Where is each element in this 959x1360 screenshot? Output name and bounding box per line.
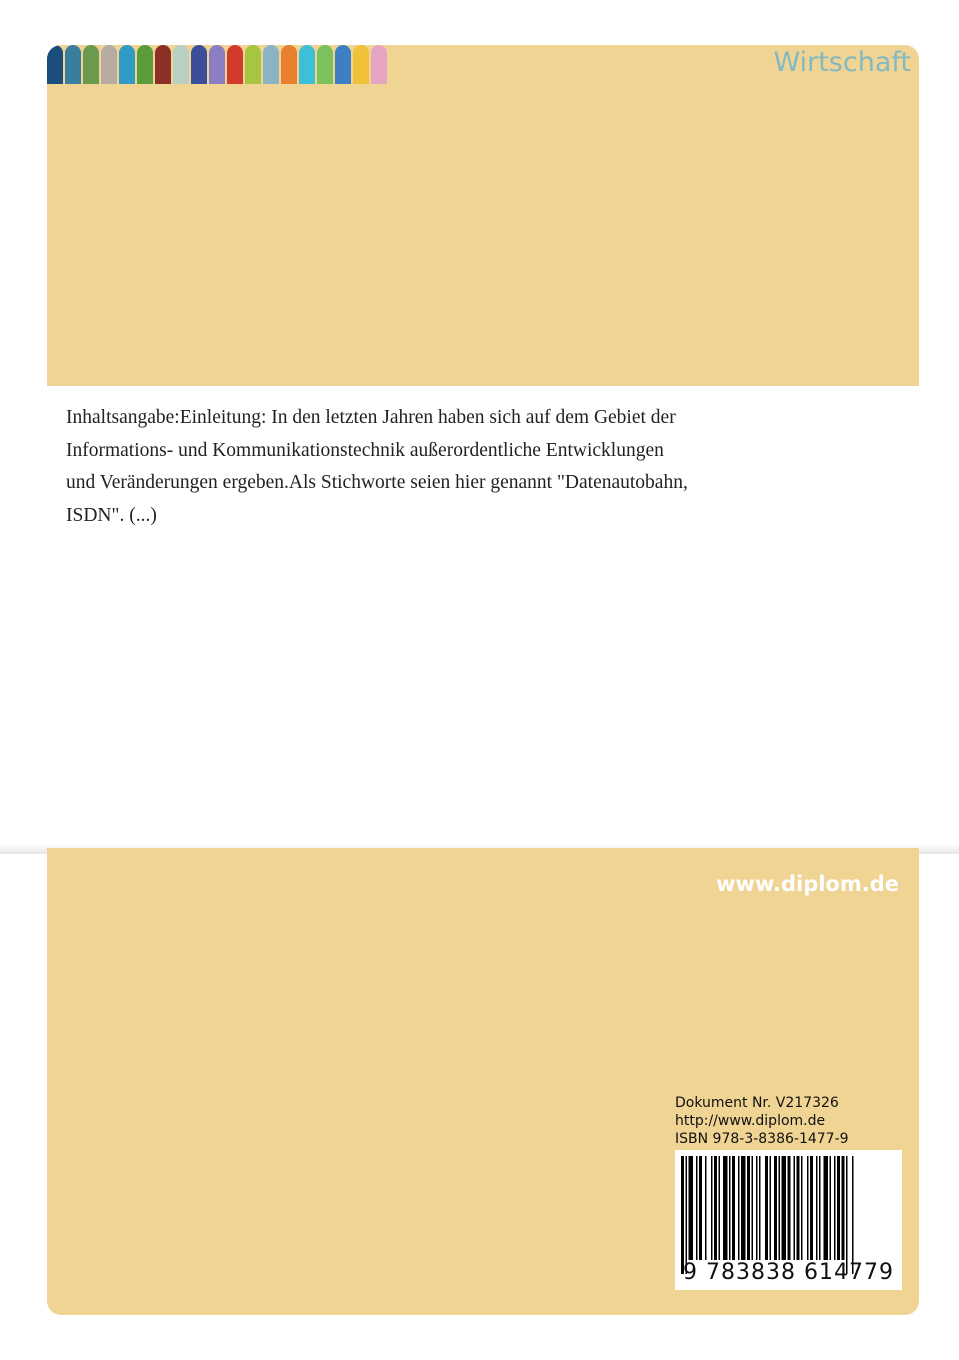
color-tab bbox=[263, 45, 279, 84]
book-description bbox=[66, 402, 786, 532]
color-tab bbox=[137, 45, 153, 84]
color-tab bbox=[299, 45, 315, 84]
barcode-digits: 9 783838 614779 bbox=[683, 1260, 894, 1285]
barcode-bar bbox=[705, 1156, 707, 1260]
barcode-bar bbox=[794, 1156, 796, 1260]
barcode bbox=[675, 1150, 902, 1290]
color-tab bbox=[227, 45, 243, 84]
color-tab bbox=[353, 45, 369, 84]
barcode-bar bbox=[711, 1156, 713, 1260]
color-tab bbox=[83, 45, 99, 84]
cover-bottom-panel bbox=[47, 848, 919, 1315]
color-tab bbox=[47, 45, 63, 84]
barcode-bar bbox=[770, 1156, 772, 1260]
category-label: Wirtschaft bbox=[773, 47, 911, 78]
barcode-bar bbox=[741, 1156, 746, 1260]
document-info bbox=[675, 1094, 849, 1148]
barcode-bar bbox=[756, 1156, 758, 1260]
publisher-website[interactable]: www.diplom.de bbox=[716, 872, 899, 896]
color-tab-strip bbox=[47, 45, 389, 84]
barcode-bar bbox=[797, 1156, 800, 1260]
color-tab bbox=[191, 45, 207, 84]
barcode-bar bbox=[807, 1156, 809, 1260]
barcode-bar bbox=[801, 1156, 803, 1260]
barcode-bar bbox=[846, 1156, 848, 1274]
description-line: Informations- und Kommunikationstechnik außerordentliche Entwicklungen bbox=[66, 439, 664, 461]
barcode-bar bbox=[842, 1156, 845, 1260]
color-tab bbox=[155, 45, 171, 84]
cover-top-panel bbox=[47, 45, 919, 386]
barcode-bar bbox=[759, 1156, 761, 1260]
color-tab bbox=[209, 45, 225, 84]
barcode-bar bbox=[732, 1156, 735, 1260]
barcode-bar bbox=[699, 1156, 702, 1260]
description-line: Inhaltsangabe:Einleitung: In den letzten Jahren haben sich auf dem Gebiet der bbox=[66, 407, 676, 428]
barcode-bar bbox=[686, 1156, 688, 1274]
barcode-bar bbox=[779, 1156, 781, 1260]
barcode-bar bbox=[723, 1156, 728, 1260]
barcode-bar bbox=[747, 1156, 750, 1260]
color-tab bbox=[245, 45, 261, 84]
barcode-bar bbox=[824, 1156, 829, 1260]
barcode-bar bbox=[837, 1156, 840, 1260]
barcode-bar bbox=[830, 1156, 832, 1260]
isbn-text: ISBN 978-3-8386-1477-9 bbox=[675, 1131, 849, 1147]
barcode-bar bbox=[752, 1156, 754, 1260]
barcode-bar bbox=[852, 1156, 854, 1274]
barcode-bar bbox=[738, 1156, 740, 1260]
description-line: und Veränderungen ergeben.Als Stichworte seien hier genannt "Datenautobahn, bbox=[66, 472, 688, 493]
description-line: ISDN". (...) bbox=[66, 504, 157, 526]
barcode-bar bbox=[696, 1156, 698, 1260]
color-tab bbox=[65, 45, 81, 84]
color-tab bbox=[119, 45, 135, 84]
barcode-bar bbox=[788, 1156, 791, 1260]
barcode-bar bbox=[819, 1156, 821, 1260]
color-tab bbox=[317, 45, 333, 84]
barcode-bar bbox=[681, 1156, 684, 1274]
publisher-url[interactable]: http://www.diplom.de bbox=[675, 1113, 826, 1129]
color-tab bbox=[101, 45, 117, 84]
color-tab bbox=[173, 45, 189, 84]
barcode-bar bbox=[810, 1156, 813, 1260]
barcode-bar bbox=[765, 1156, 768, 1260]
barcode-bar bbox=[689, 1156, 694, 1260]
barcode-bar bbox=[714, 1156, 717, 1260]
barcode-bar bbox=[834, 1156, 836, 1260]
barcode-bar bbox=[816, 1156, 818, 1260]
color-tab bbox=[281, 45, 297, 84]
barcode-bar bbox=[782, 1156, 787, 1260]
document-number: Dokument Nr. V217326 bbox=[675, 1095, 839, 1111]
barcode-bar bbox=[719, 1156, 721, 1260]
barcode-bar bbox=[774, 1156, 777, 1260]
barcode-bar bbox=[729, 1156, 731, 1260]
color-tab bbox=[335, 45, 351, 84]
color-tab bbox=[371, 45, 387, 84]
